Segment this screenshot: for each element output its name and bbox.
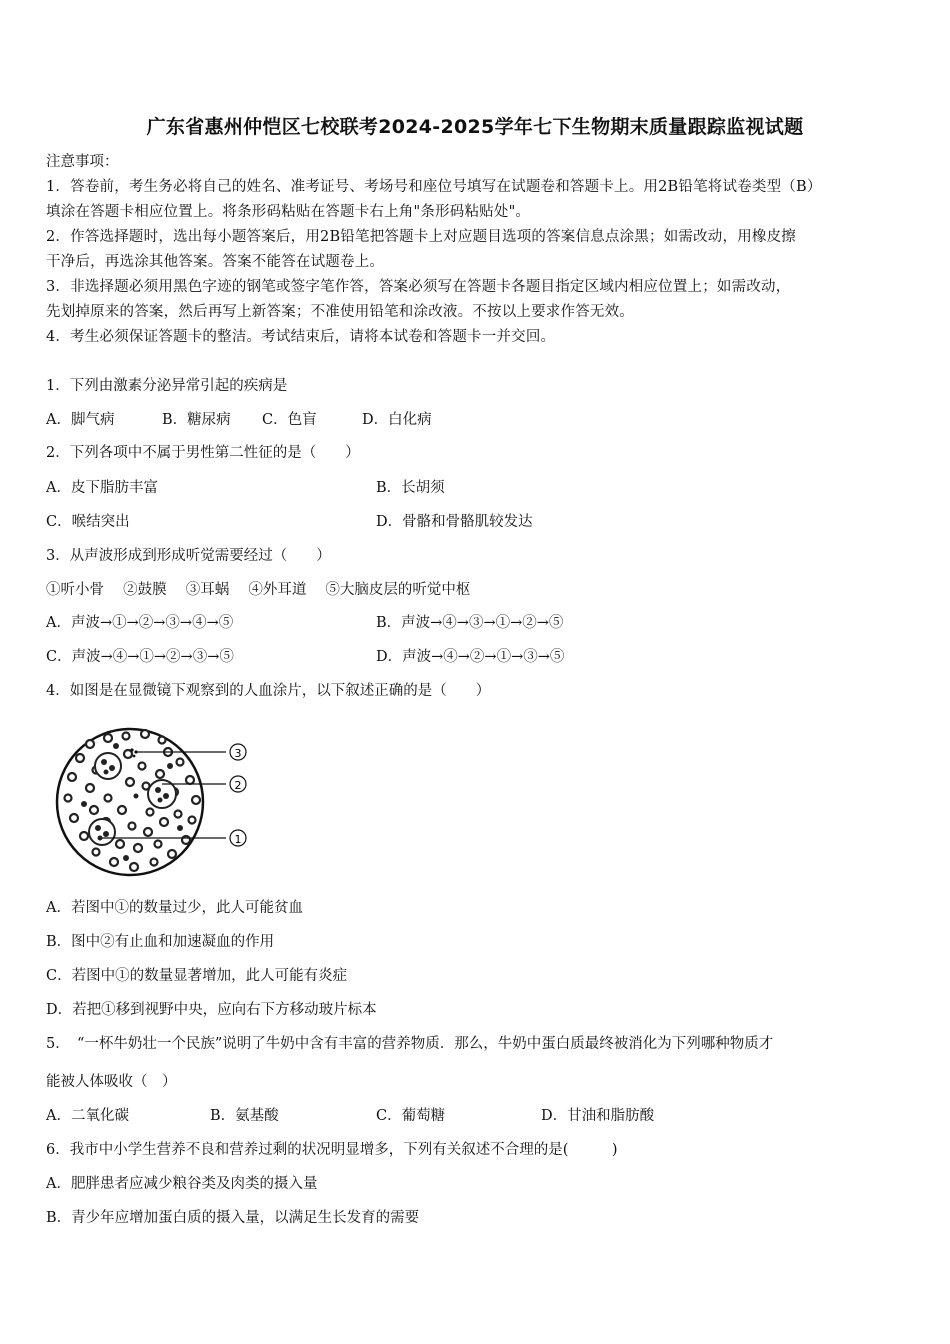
figure-label-1: 1 bbox=[234, 833, 242, 846]
notice-heading: 注意事项： bbox=[46, 154, 119, 170]
q1-option-c: C．色盲 bbox=[262, 412, 317, 428]
question-3-stem: 3．从声波形成到形成听觉需要经过（ ） bbox=[46, 548, 331, 564]
q3-items: ①听小骨 ②鼓膜 ③耳蜗 ④外耳道 ⑤大脑皮层的听觉中枢 bbox=[46, 582, 471, 598]
q2-option-b: B．长胡须 bbox=[376, 480, 445, 496]
question-1-stem: 1．下列由激素分泌异常引起的疾病是 bbox=[46, 378, 288, 394]
notice-line: 填涂在答题卡相应位置上。将条形码粘贴在答题卡右上角"条形码粘贴处"。 bbox=[46, 204, 531, 220]
q6-option-a: A．肥胖患者应减少粮谷类及肉类的摄入量 bbox=[46, 1176, 318, 1192]
q3-option-c: C．声波→④→①→②→③→⑤ bbox=[46, 649, 234, 665]
notice-line: 4．考生必须保证答题卡的整洁。考试结束后，请将本试卷和答题卡一并交回。 bbox=[46, 329, 556, 345]
q5-option-d: D．甘油和脂肪酸 bbox=[541, 1108, 655, 1124]
q1-option-b: B．糖尿病 bbox=[162, 412, 231, 428]
question-2-stem: 2．下列各项中不属于男性第二性征的是（ ） bbox=[46, 445, 360, 461]
q4-option-c: C．若图中①的数量显著增加，此人可能有炎症 bbox=[46, 968, 348, 984]
q4-option-d: D．若把①移到视野中央，应向右下方移动玻片标本 bbox=[46, 1002, 377, 1018]
q6-option-b: B．青少年应增加蛋白质的摄入量，以满足生长发育的需要 bbox=[46, 1210, 420, 1226]
q5-option-b: B．氨基酸 bbox=[210, 1108, 279, 1124]
notice-line: 2．作答选择题时，选出每小题答案后，用2B铅笔把答题卡上对应题目选项的答案信息点涂黑；如需改动，用橡皮擦 bbox=[46, 229, 797, 245]
q3-option-a: A．声波→①→②→③→④→⑤ bbox=[46, 615, 234, 631]
white-blood-cell-top bbox=[95, 753, 121, 779]
q3-option-b: B．声波→④→③→①→②→⑤ bbox=[376, 615, 564, 631]
notice-line: 3．非选择题必须用黑色字迹的钢笔或签字笔作答，答案必须写在答题卡各题目指定区域内相应位置上；如需改动， bbox=[46, 279, 791, 295]
blood-smear-figure bbox=[50, 722, 260, 882]
question-6-stem: 6．我市中小学生营养不良和营养过剩的状况明显增多，下列有关叙述不合理的是( ) bbox=[46, 1142, 618, 1158]
question-4-stem: 4．如图是在显微镜下观察到的人血涂片，以下叙述正确的是（ ） bbox=[46, 683, 491, 699]
page-title: 广东省惠州仲恺区七校联考2024-2025学年七下生物期末质量跟踪监视试题 bbox=[146, 116, 804, 138]
notice-line: 先划掉原来的答案，然后再写上新答案；不准使用铅笔和涂改液。不按以上要求作答无效。 bbox=[46, 304, 634, 320]
question-5-stem-line2: 能被人体吸收（ ） bbox=[46, 1074, 177, 1090]
q1-option-a: A．脚气病 bbox=[46, 412, 115, 428]
notice-line: 干净后，再选涂其他答案。答案不能答在试题卷上。 bbox=[46, 254, 385, 270]
q1-option-d: D．白化病 bbox=[362, 412, 432, 428]
white-blood-cell-bottom bbox=[89, 819, 115, 845]
notice-line: 1．答卷前，考生务必将自己的姓名、准考证号、考场号和座位号填写在试题卷和答题卡上。用2B铅笔将试卷类型（B） bbox=[46, 179, 822, 195]
q2-option-a: A．皮下脂肪丰富 bbox=[46, 480, 158, 496]
q4-option-a: A．若图中①的数量过少，此人可能贫血 bbox=[46, 900, 303, 916]
figure-label-3: 3 bbox=[234, 747, 242, 760]
q5-option-a: A．二氧化碳 bbox=[46, 1108, 129, 1124]
question-5-stem-line1: 5． “一杯牛奶壮一个民族”说明了牛奶中含有丰富的营养物质．那么，牛奶中蛋白质最终被消化为下列哪种物质才 bbox=[46, 1036, 774, 1052]
q5-option-c: C．葡萄糖 bbox=[376, 1108, 446, 1124]
q4-option-b: B．图中②有止血和加速凝血的作用 bbox=[46, 934, 275, 950]
figure-labels bbox=[230, 744, 246, 846]
figure-label-2: 2 bbox=[234, 779, 242, 792]
q3-option-d: D．声波→④→②→①→③→⑤ bbox=[376, 649, 565, 665]
q2-option-d: D．骨骼和骨骼肌较发达 bbox=[376, 514, 533, 530]
q2-option-c: C．喉结突出 bbox=[46, 514, 130, 530]
